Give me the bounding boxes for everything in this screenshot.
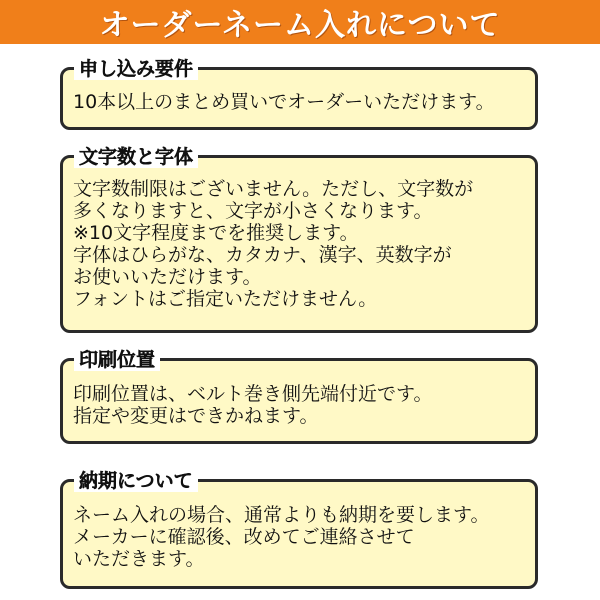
section-label: 文字数と字体 bbox=[74, 146, 198, 168]
page-header bbox=[0, 0, 600, 44]
section-body: ネーム入れの場合、通常よりも納期を要します。 メーカーに確認後、改めてご連絡させて いただきます。 bbox=[73, 504, 490, 570]
section-label: 納期について bbox=[74, 470, 198, 492]
section-print-position bbox=[60, 349, 538, 449]
section-label: 申し込み要件 bbox=[74, 58, 198, 80]
section-body: 文字数制限はございません。ただし、文字数が 多くなりますと、文字が小さくなります。 ※10文字程度までを推奨します。 字体はひらがな、カタカナ、漢字、英数字が お使いいただけます。 フォントはご指定いただけません。 bbox=[73, 178, 474, 310]
section-body: 印刷位置は、ベルト巻き側先端付近です。 指定や変更はできかねます。 bbox=[73, 383, 433, 427]
page-title: オーダーネーム入れについて bbox=[99, 8, 501, 43]
section-delivery-time bbox=[60, 470, 538, 592]
section-characters-and-fonts bbox=[60, 146, 538, 336]
section-box bbox=[60, 479, 538, 589]
section-box bbox=[60, 155, 538, 333]
section-label: 印刷位置 bbox=[74, 349, 160, 371]
section-body: 10本以上のまとめ買いでオーダーいただけます。 bbox=[73, 91, 495, 113]
section-application-requirements bbox=[60, 58, 538, 133]
